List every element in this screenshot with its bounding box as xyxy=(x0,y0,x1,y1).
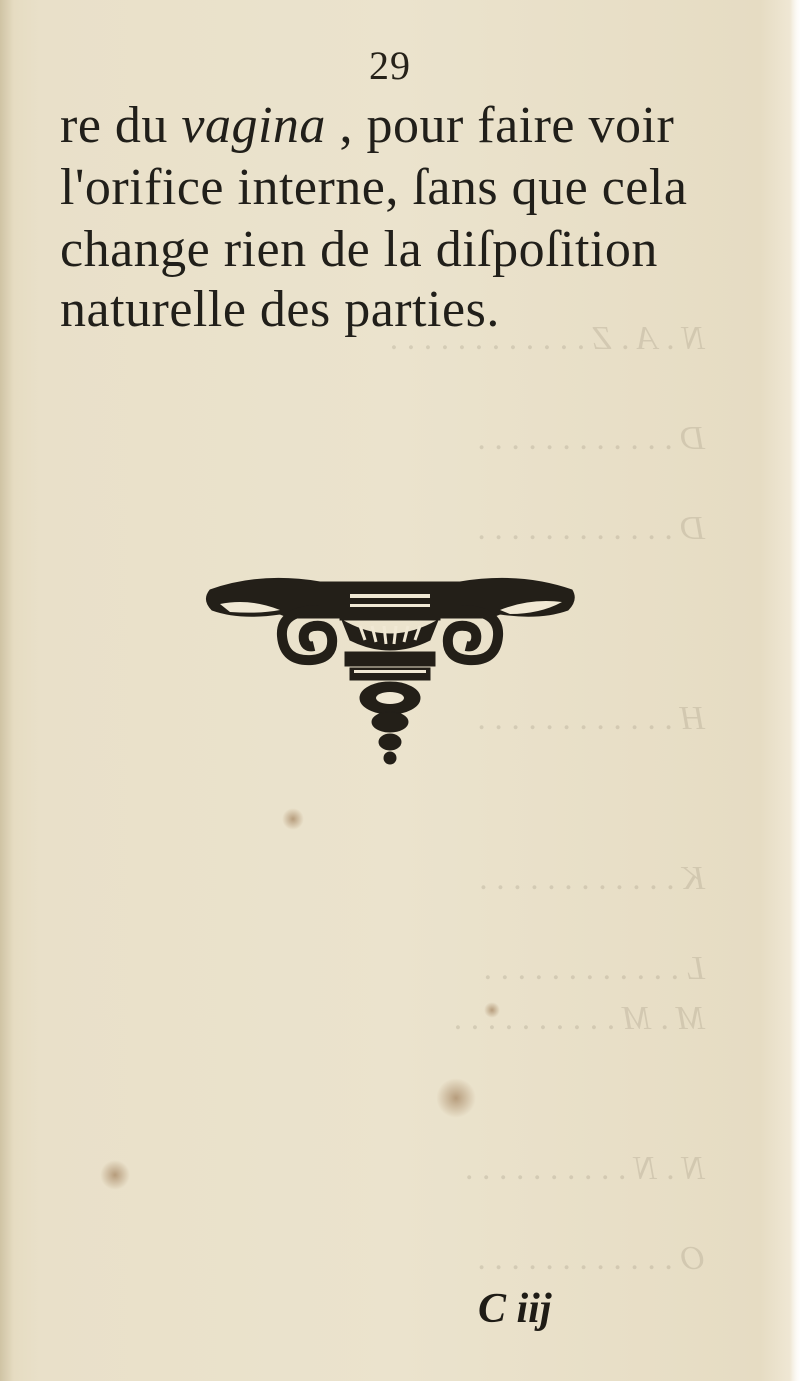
signature-mark: C iij xyxy=(478,1286,552,1332)
page-number: 29 xyxy=(369,43,411,88)
foxing-spot xyxy=(282,808,304,830)
text-line-1-prefix: re du xyxy=(60,97,182,154)
foxing-spot xyxy=(100,1160,130,1190)
text-line-1 xyxy=(60,96,674,155)
text-line-1-suffix: , pour faire voir xyxy=(325,97,675,154)
foxing-spot xyxy=(484,1002,500,1018)
text-line-3: change rien de la diſpoſition xyxy=(60,221,658,278)
text-line-4: naturelle des parties. xyxy=(60,281,500,338)
tailpiece-ornament-icon xyxy=(200,570,580,770)
foxing-spot xyxy=(436,1078,476,1118)
italic-term-vagina: vagina xyxy=(181,97,326,154)
text-line-2: l'orifice interne, ſans que cela xyxy=(60,159,688,216)
show-through-text: N . A . Z . . . . . . . . . . . . D . . . . . . . . . . . . D . . . . . . . . . . . . H . . . . . . . . . . . . K . . . . . . . . . . . . L . . . . . . . . . . . . M . M . . . . . . . . . . N . N . . . . . . . . . . O . . . . . . . . . . . . xyxy=(388,320,705,1277)
page-edge xyxy=(790,0,800,1381)
